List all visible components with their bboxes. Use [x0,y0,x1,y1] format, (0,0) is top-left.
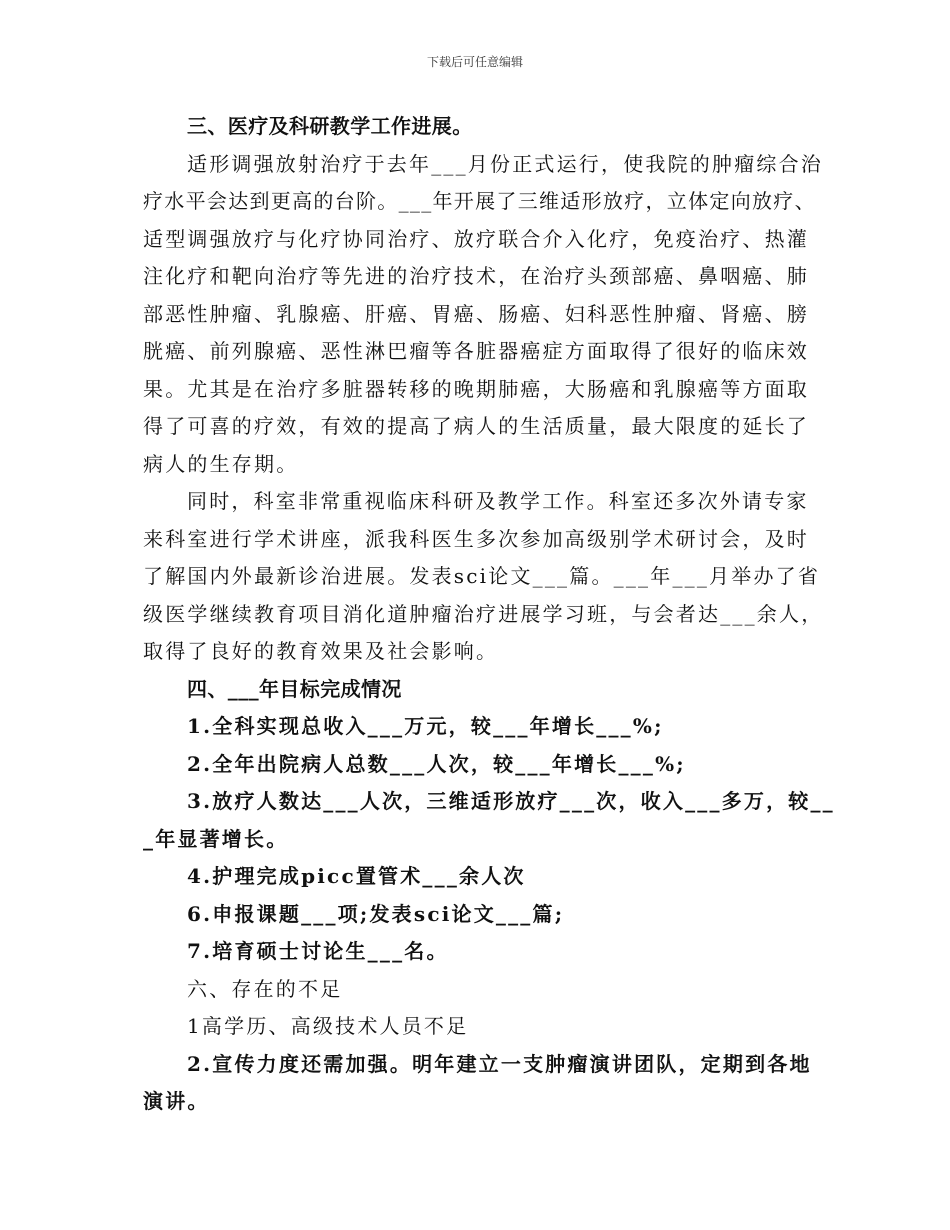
paragraph-line: 取得了良好的教育效果及社会影响。 [143,639,499,663]
paragraph-line: 病人的生存期。 [143,451,299,476]
paragraph-line: 了解国内外最新诊治进展。发表sci论文___篇。___年___月举办了省 [143,564,821,588]
paragraph-line: 来科室进行学术讲座，派我科医生多次参加高级别学术研讨会，及时 [143,526,809,551]
shortcoming-item: 1高学历、高级技术人员不足 [187,1014,469,1038]
goal-item-continued: _年显著增长。 [143,826,289,851]
goal-item: 1.全科实现总收入___万元，较___年增长___%; [187,714,664,738]
paragraph-line: 部恶性肿瘤、乳腺癌、肝癌、胃癌、肠癌、妇科恶性肿瘤、肾癌、膀 [143,301,809,326]
paragraph-line: 果。尤其是在治疗多脏器转移的晚期肺癌，大肠癌和乳腺癌等方面取 [143,376,809,401]
paragraph-line: 同时，科室非常重视临床科研及教学工作。科室还多次外请专家 [187,489,809,513]
paragraph-line: 得了可喜的疗效，有效的提高了病人的生活质量，最大限度的延长了 [143,414,809,438]
goal-item: 3.放疗人数达___人次，三维适形放疗___次，收入___多万，较__ [187,789,835,813]
paragraph-line: 疗水平会达到更高的台阶。___年开展了三维适形放疗，立体定向放疗、 [143,189,816,213]
page-header: 下载后可任意编辑 [426,55,523,69]
goal-item: 4.护理完成picc置管术___余人次 [187,864,526,888]
paragraph-line: 适形调强放射治疗于去年___月份正式运行，使我院的肿瘤综合治 [187,151,823,176]
goal-item: 6.申报课题___项;发表sci论文___篇; [187,901,565,926]
section-heading-medical-research: 三、医疗及科研教学工作进展。 [187,114,473,138]
paragraph-line: 适型调强放疗与化疗协同治疗、放疗联合介入化疗，免疫治疗、热灌 [143,226,809,251]
paragraph-line: 注化疗和靶向治疗等先进的治疗技术，在治疗头颈部癌、鼻咽癌、肺 [143,264,809,288]
shortcoming-item-continued: 演讲。 [143,1089,210,1113]
paragraph-line: 级医学继续教育项目消化道肿瘤治疗进展学习班，与会者达___余人， [143,601,824,626]
section-heading-annual-goals: 四、___年目标完成情况 [187,676,402,701]
document-body [143,108,835,1121]
paragraph-line: 胱癌、前列腺癌、恶性淋巴瘤等各脏器癌症方面取得了很好的临床效 [143,339,809,363]
goal-item: 2.全年出院病人总数___人次，较___年增长___%; [187,751,686,776]
goal-item: 7.培育硕士讨论生___名。 [187,939,449,963]
shortcoming-item: 2.宣传力度还需加强。明年建立一支肿瘤演讲团队，定期到各地 [187,1051,812,1076]
section-heading-shortcomings: 六、存在的不足 [187,976,343,1001]
